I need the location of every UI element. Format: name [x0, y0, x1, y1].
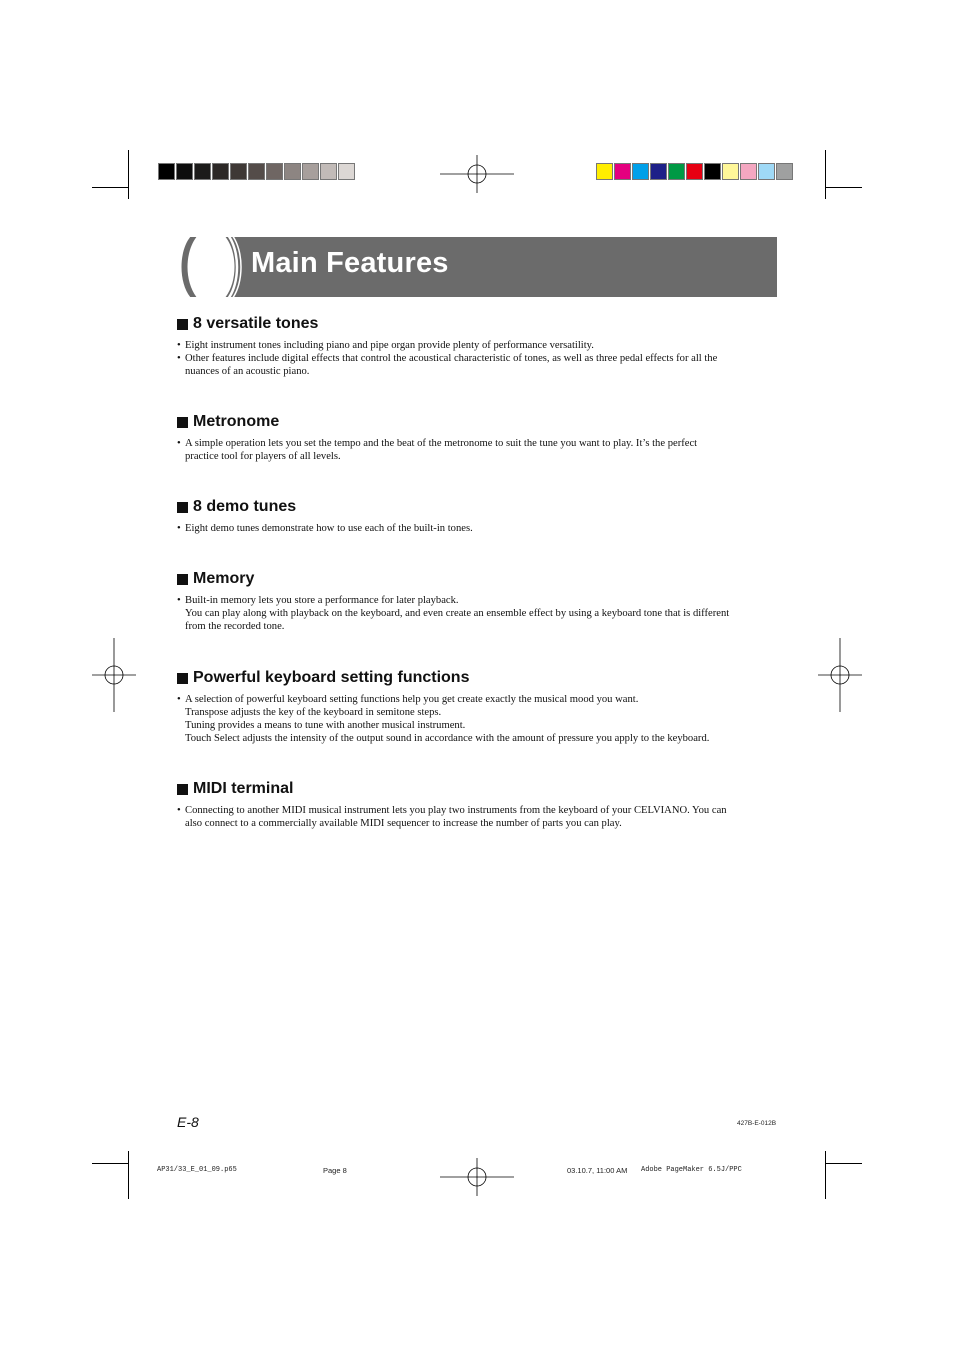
gray-swatch	[284, 163, 301, 180]
bullet-list	[177, 804, 779, 830]
section-heading	[177, 569, 779, 589]
bullet-list	[177, 339, 779, 378]
section-heading	[177, 779, 779, 799]
square-bullet-icon	[177, 502, 188, 513]
color-swatch	[740, 163, 757, 180]
list-item: • Connecting to another MIDI musical instrument lets you play two instruments from the keyboard of your CELVIANO. You can also connect to a commercially available MIDI sequencer to increase the number of parts you can play.	[177, 805, 727, 829]
square-bullet-icon	[177, 574, 188, 585]
gray-swatch	[212, 163, 229, 180]
color-swatch	[596, 163, 613, 180]
section-heading-text: MIDI terminal	[193, 780, 294, 797]
section-versatile-tones	[177, 314, 779, 378]
color-swatch	[686, 163, 703, 180]
list-item: • Other features include digital effects that control the acoustical characteristic of tones, as well as three pedal effects for all the nuances of an acoustic piano.	[177, 353, 718, 377]
list-item: • A simple operation lets you set the tempo and the beat of the metronome to suit the tune you want to play. It’s the perfect practice tool for players of all levels.	[177, 438, 698, 462]
color-swatch	[632, 163, 649, 180]
color-swatch	[614, 163, 631, 180]
section-midi-terminal	[177, 779, 779, 830]
list-item: • Eight instrument tones including piano and pipe organ provide plenty of performance versatility.	[177, 340, 594, 351]
color-swatch	[650, 163, 667, 180]
color-swatch	[668, 163, 685, 180]
page-title: Main Features	[251, 247, 449, 279]
registration-mark-bottom-icon	[440, 1158, 514, 1196]
bracket-ornament-icon	[176, 237, 246, 297]
section-heading-text: Memory	[193, 570, 255, 587]
gray-swatch	[176, 163, 193, 180]
page-number: E-8	[177, 1114, 199, 1130]
section-heading	[177, 412, 779, 432]
list-item: • Eight demo tunes demonstrate how to use each of the built-in tones.	[177, 523, 473, 534]
section-demo-tunes	[177, 497, 779, 535]
section-keyboard-settings	[177, 668, 779, 745]
square-bullet-icon	[177, 784, 188, 795]
bullet-list	[177, 594, 779, 633]
gray-swatch	[338, 163, 355, 180]
gray-swatch	[302, 163, 319, 180]
gray-swatch	[266, 163, 283, 180]
section-heading	[177, 668, 779, 688]
color-swatch	[776, 163, 793, 180]
bullet-list	[177, 522, 779, 535]
bullet-list	[177, 693, 779, 745]
square-bullet-icon	[177, 417, 188, 428]
color-swatch	[758, 163, 775, 180]
registration-mark-top-icon	[440, 155, 514, 193]
registration-mark-left-icon	[92, 638, 136, 712]
square-bullet-icon	[177, 319, 188, 330]
list-item: • A selection of powerful keyboard setting functions help you get create exactly the musical mood you want. Transpose adjusts the key of the keyboard in semitone steps. Tuning provides a means to tune with another musical instrument. Touch Select adjusts the intensity of the output sound in accordance with the amount of pressure you apply to the keyboard.	[177, 694, 710, 744]
gray-swatch	[158, 163, 175, 180]
section-heading	[177, 497, 779, 517]
section-heading-text: 8 versatile tones	[193, 315, 319, 332]
section-heading-text: 8 demo tunes	[193, 498, 297, 515]
color-swatch	[704, 163, 721, 180]
bullet-list	[177, 437, 779, 463]
square-bullet-icon	[177, 673, 188, 684]
section-heading	[177, 314, 779, 334]
color-swatch	[722, 163, 739, 180]
section-heading-text: Metronome	[193, 413, 280, 430]
section-memory	[177, 569, 779, 633]
title-banner	[176, 237, 777, 297]
slug-application: Adobe PageMaker 6.5J/PPC	[641, 1166, 742, 1174]
gray-swatch	[230, 163, 247, 180]
section-heading-text: Powerful keyboard setting functions	[193, 669, 470, 686]
list-item: • Built-in memory lets you store a performance for later playback. You can play along with playback on the keyboard, and even create an ensemble effect by using a keyboard tone that is different from the recorded tone.	[177, 595, 730, 632]
slug-filename: AP31/33_E_01_09.p65	[157, 1166, 237, 1174]
document-code: 427B-E-012B	[737, 1120, 777, 1127]
slug-page: Page 8	[323, 1166, 347, 1175]
gray-swatch	[320, 163, 337, 180]
section-metronome	[177, 412, 779, 463]
gray-swatch	[248, 163, 265, 180]
slug-date: 03.10.7, 11:00 AM	[567, 1166, 628, 1175]
registration-mark-right-icon	[818, 638, 862, 712]
gray-swatch	[194, 163, 211, 180]
